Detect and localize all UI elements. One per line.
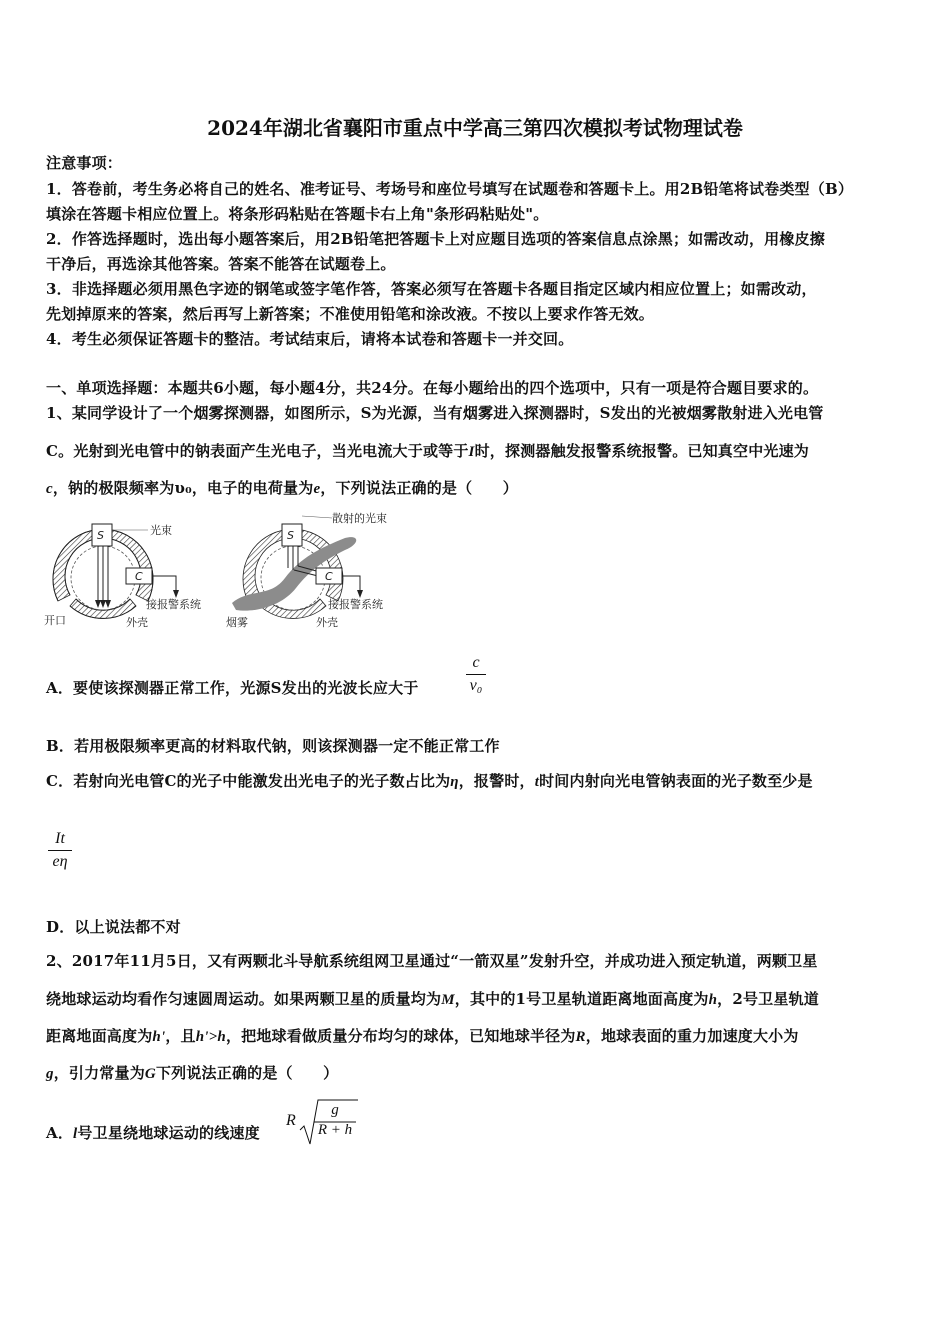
notice-line: 2．作答选择题时，选出每小题答案后，用2B铅笔把答题卡上对应题目选项的答案信息点涂黑；如需改动，用橡皮擦 (46, 230, 825, 248)
label-c: C (325, 570, 333, 583)
label-smoke: 烟雾 (226, 616, 248, 629)
label-alarm: 接报警系统 (328, 598, 383, 611)
q2-stem-line3: 距离地面高度为h'，且h'>h，把地球看做质量分布均匀的球体，已知地球半径为R，地球表面的重力加速度大小为 (46, 1027, 799, 1045)
label-opening: 开口 (44, 614, 66, 627)
fraction-g-over-r-plus-h: g R + h (317, 1102, 353, 1138)
label-c: C (135, 570, 143, 583)
notice-heading: 注意事项： (46, 154, 123, 172)
page-title: 2024年湖北省襄阳市重点中学高三第四次模拟考试物理试卷 (207, 116, 743, 140)
q1-option-d: D．以上说法都不对 (46, 918, 181, 936)
smoke-detector-figure (40, 508, 410, 636)
notice-line: 先划掉原来的答案，然后再写上新答案；不准使用铅笔和涂改液。不按以上要求作答无效。 (46, 305, 655, 323)
formula-r: R (286, 1112, 296, 1129)
label-s: S (97, 529, 104, 542)
q2-stem-line4: g，引力常量为G下列说法正确的是（ ） (46, 1064, 339, 1082)
q1-stem-line1: 1、某同学设计了一个烟雾探测器，如图所示，S为光源，当有烟雾进入探测器时，S发出的光被烟雾散射进入光电管 (46, 404, 824, 422)
fraction-c-over-v0: c v₀ (466, 654, 486, 695)
q1-stem-line3: c，钠的极限频率为υ₀，电子的电荷量为e，下列说法正确的是（ ） (46, 479, 518, 497)
label-beam: 光束 (150, 524, 172, 537)
notice-line: 干净后，再选涂其他答案。答案不能答在试题卷上。 (46, 255, 396, 273)
label-s: S (287, 529, 294, 542)
q1-option-a: A．要使该探测器正常工作，光源S发出的光波长应大于 (46, 679, 419, 697)
q2-option-a: A．l号卫星绕地球运动的线速度 (46, 1124, 260, 1142)
section-heading: 一、单项选择题：本题共6小题，每小题4分，共24分。在每小题给出的四个选项中，只有一项是符合题目要求的。 (46, 379, 819, 397)
q2-stem-line2: 绕地球运动均看作匀速圆周运动。如果两颗卫星的质量均为M，其中的1号卫星轨道距离地面高度为h，2号卫星轨道 (46, 990, 819, 1008)
notice-line: 填涂在答题卡相应位置上。将条形码粘贴在答题卡右上角"条形码粘贴处"。 (46, 205, 549, 223)
notice-line: 1．答卷前，考生务必将自己的姓名、准考证号、考场号和座位号填写在试题卷和答题卡上。用2B铅笔将试卷类型（B） (46, 180, 854, 198)
detector-diagram-smoke (226, 511, 387, 629)
q2-stem-line1: 2、2017年11月5日，又有两颗北斗导航系统组网卫星通过“一箭双星”发射升空，并成功进入预定轨道，两颗卫星 (46, 952, 818, 970)
notice-line: 3．非选择题必须用黑色字迹的钢笔或签字笔作答，答案必须写在答题卡各题目指定区域内相应位置上；如需改动， (46, 280, 817, 298)
q1-option-b: B．若用极限频率更高的材料取代钠，则该探测器一定不能正常工作 (46, 737, 500, 755)
label-shell: 外壳 (316, 616, 338, 629)
label-alarm: 接报警系统 (146, 598, 201, 611)
q1-option-c: C．若射向光电管C的光子中能激发出光电子的光子数占比为η，报警时，t时间内射向光电管钠表面的光子数至少是 (46, 772, 813, 790)
fraction-it-over-eeta: It eη (48, 830, 72, 871)
q1-stem-line2: C。光射到光电管中的钠表面产生光电子，当光电流大于或等于I时，探测器触发报警系统报警。已知真空中光速为 (46, 442, 809, 460)
label-shell: 外壳 (126, 616, 148, 629)
detector-diagram-normal (44, 523, 201, 629)
notice-line: 4．考生必须保证答题卡的整洁。考试结束后，请将本试卷和答题卡一并交回。 (46, 330, 574, 348)
label-scattered-beam: 散射的光束 (332, 512, 387, 525)
